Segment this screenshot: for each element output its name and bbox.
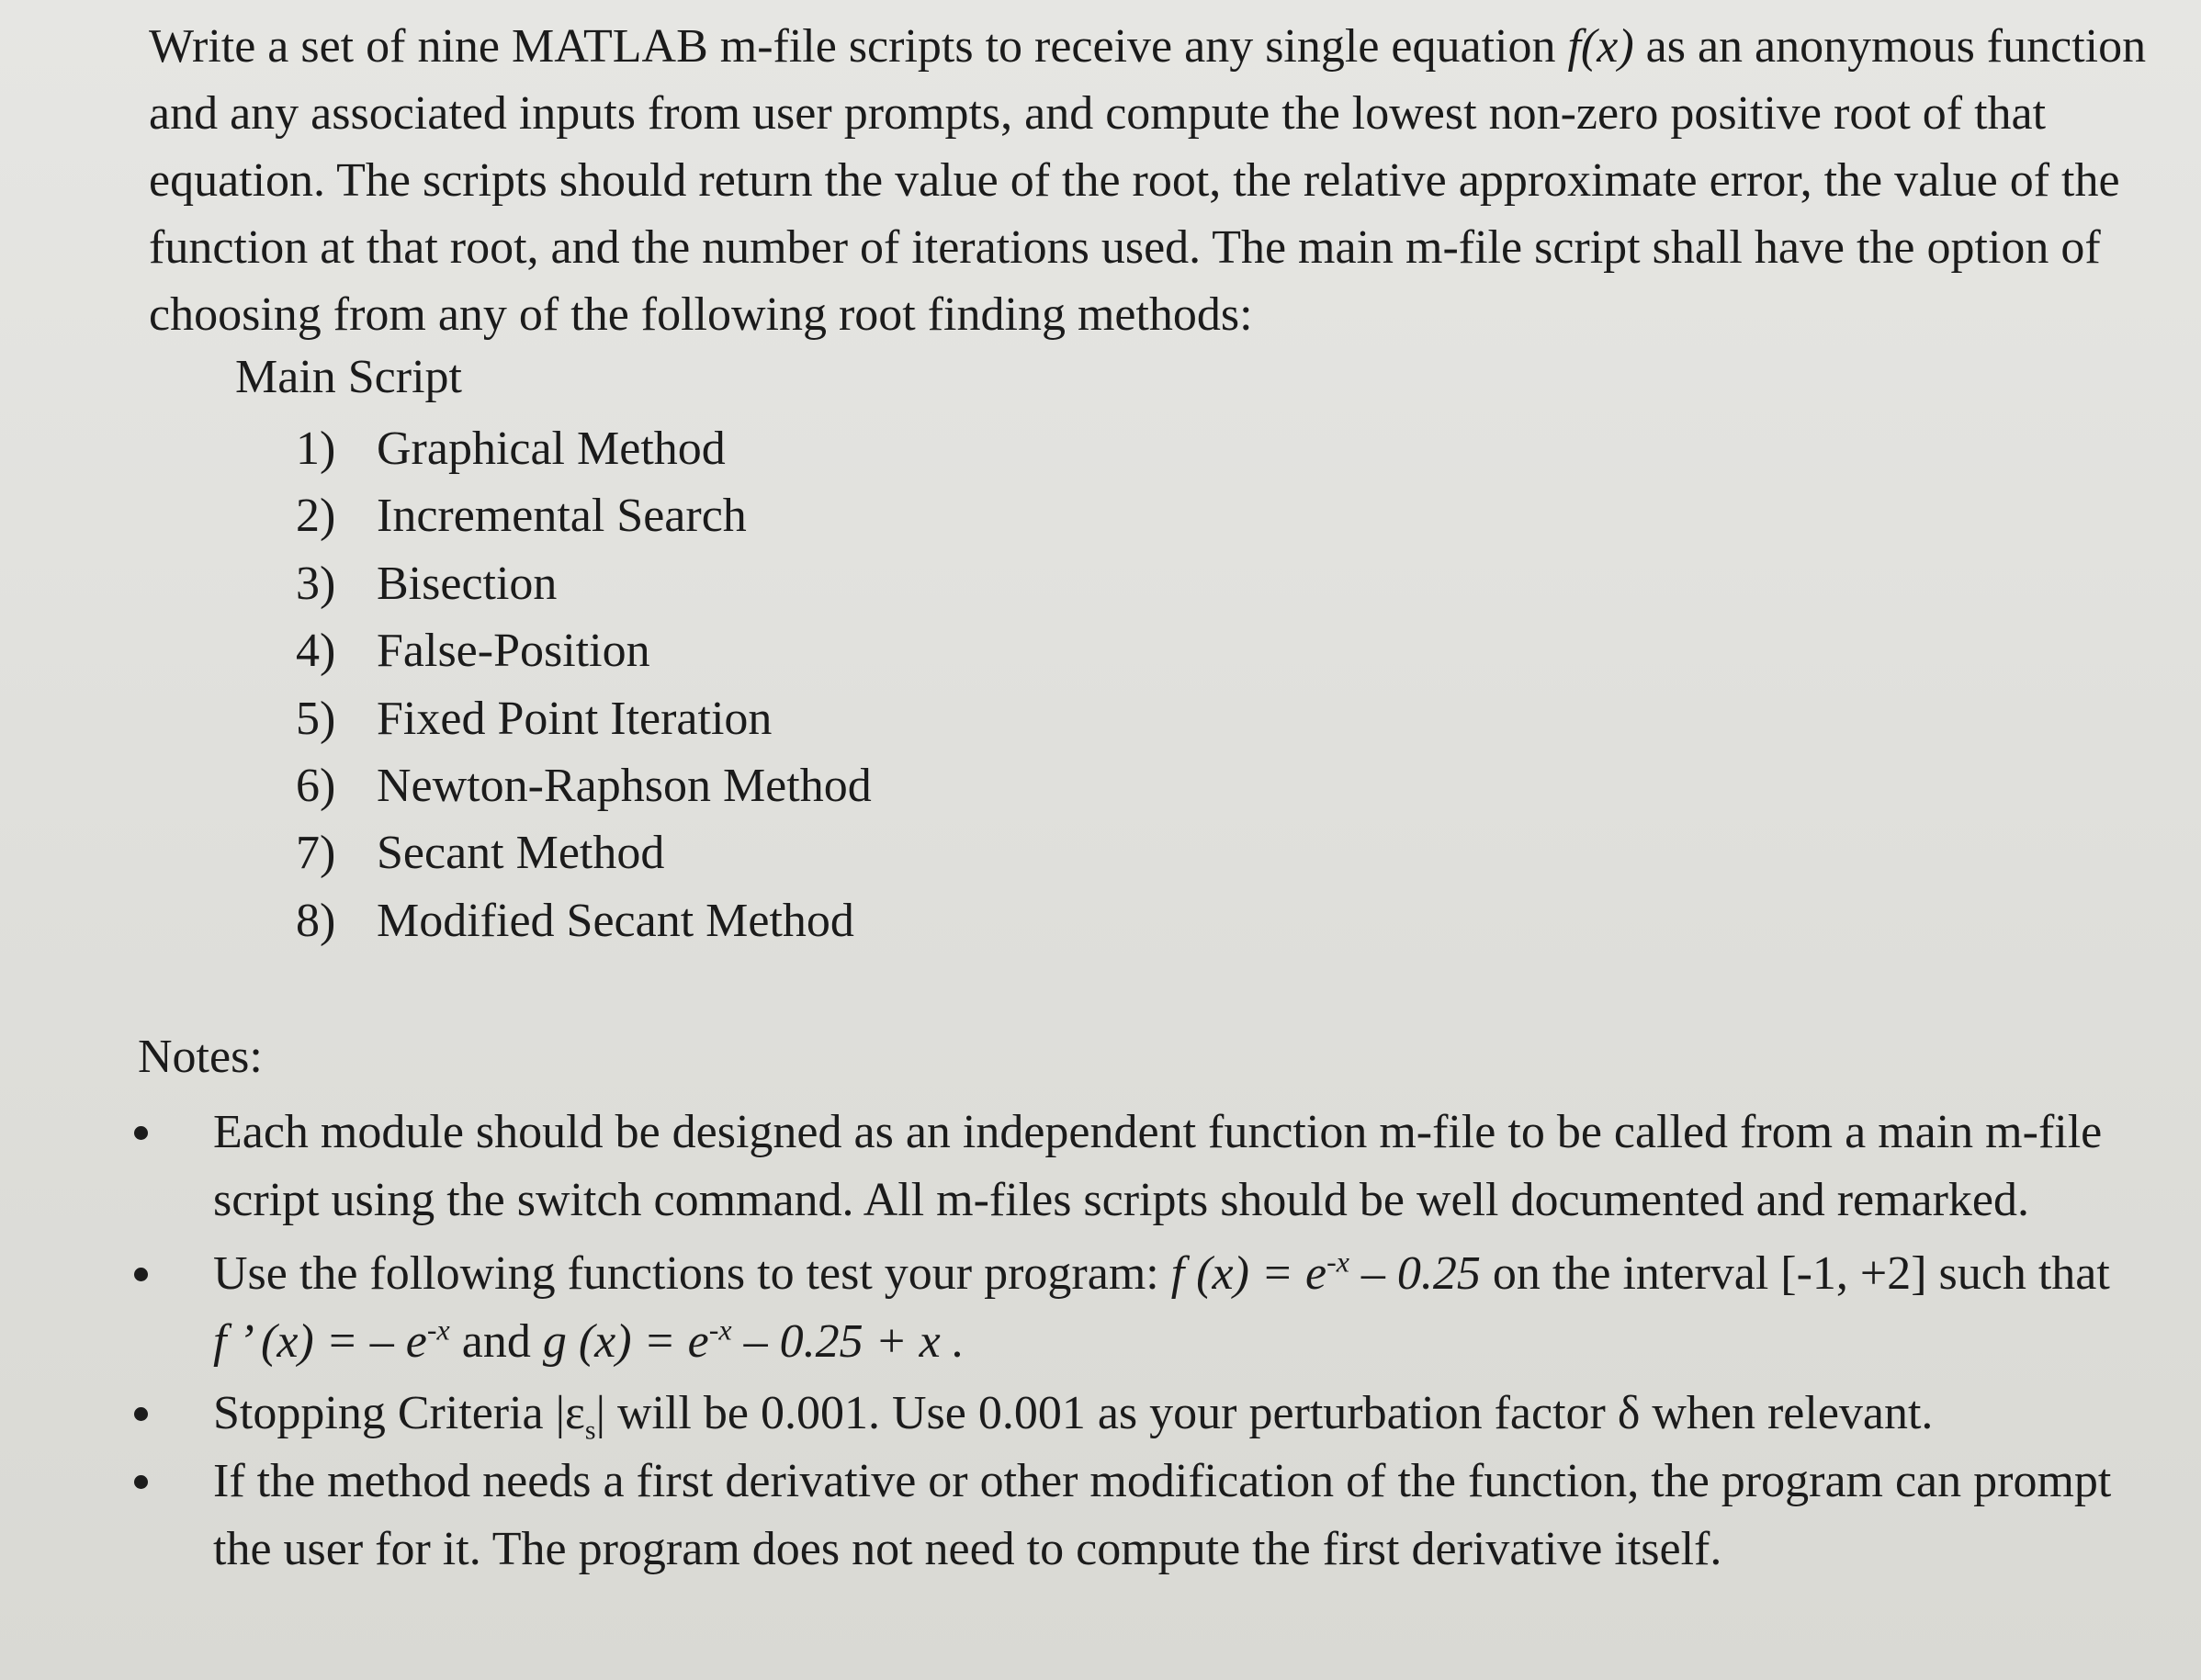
notes-heading: Notes: — [138, 1031, 263, 1083]
method-label: Graphical Method — [377, 423, 726, 475]
g-exponent: -x — [708, 1313, 732, 1347]
method-label: Secant Method — [377, 827, 665, 880]
bullet-icon — [134, 1475, 148, 1489]
method-number: 1) — [296, 423, 336, 475]
method-item — [296, 415, 872, 482]
methods-list — [296, 415, 872, 954]
fprime-exponent: -x — [426, 1313, 450, 1347]
method-label: Bisection — [377, 557, 558, 610]
method-label: Modified Secant Method — [377, 894, 854, 947]
note-item — [129, 1380, 2131, 1448]
note-test-prefix: Use the following functions to test your program: — [213, 1247, 1171, 1300]
intro-text-part2: as an anonymous function and any associated inputs from user prompts, and compute the lowest non-zero positive root of that equation. The scripts should return the value of the root, the relative approximate error, the value of the function at that root, and the number of iterations used. The main m-file script shall have the option of choosing from any of the following root finding methods: — [149, 20, 2147, 341]
method-item — [296, 617, 872, 684]
epsilon-subscript: s — [584, 1415, 596, 1446]
g-equation — [543, 1315, 965, 1368]
fprime-equation — [213, 1315, 450, 1368]
method-number: 2) — [296, 490, 336, 543]
g-lhs: g (x) = e — [542, 1315, 709, 1368]
method-item — [296, 887, 872, 954]
f-equation-rest: – 0.25 — [1349, 1247, 1481, 1300]
bullet-icon — [134, 1126, 148, 1140]
f-equation-lhs: f (x) = e — [1170, 1247, 1327, 1300]
method-item — [296, 685, 872, 752]
method-item — [296, 550, 872, 617]
stopping-suffix: | will be 0.001. Use 0.001 as your perturbation factor δ when relevant. — [595, 1387, 1934, 1439]
note-item — [129, 1099, 2131, 1235]
stopping-prefix: Stopping Criteria |ε — [213, 1387, 585, 1439]
method-item — [296, 752, 872, 819]
fprime-lhs: f ’ (x) = – e — [213, 1315, 427, 1368]
f-equation — [1171, 1247, 1481, 1300]
method-label: Incremental Search — [377, 490, 747, 543]
method-label: Fixed Point Iteration — [377, 692, 773, 745]
and-text: and — [449, 1315, 543, 1368]
assignment-intro-paragraph — [149, 13, 2151, 348]
note-item — [129, 1448, 2131, 1584]
method-number: 7) — [296, 827, 336, 880]
method-number: 6) — [296, 759, 336, 812]
g-rest: – 0.25 + x . — [731, 1315, 965, 1368]
notes-list — [129, 1099, 2131, 1584]
intro-fx-italic: f(x) — [1567, 20, 1634, 73]
intro-text-part1: Write a set of nine MATLAB m-file scripts to receive any single equation — [149, 20, 1568, 73]
interval-text: on the interval [-1, +2] such that — [1480, 1247, 2110, 1300]
method-number: 8) — [296, 894, 336, 947]
note-text: If the method needs a first derivative or other modification of the function, the program can prompt the user for it. The program does not need to compute the first derivative itself. — [213, 1455, 2112, 1575]
bullet-icon — [134, 1268, 148, 1281]
bullet-icon — [134, 1407, 148, 1421]
method-number: 3) — [296, 557, 336, 610]
f-exponent: -x — [1326, 1245, 1349, 1279]
method-number: 5) — [296, 692, 336, 745]
main-script-label: Main Script — [235, 351, 462, 403]
note-item — [129, 1240, 2131, 1376]
method-number: 4) — [296, 625, 336, 678]
method-label: Newton-Raphson Method — [377, 759, 872, 812]
method-item — [296, 482, 872, 549]
method-item — [296, 819, 872, 886]
method-label: False-Position — [377, 625, 650, 678]
note-text: Each module should be designed as an independent function m-file to be called from a main m-file script using the switch command. All m-files scripts should be well documented and remarked. — [213, 1106, 2103, 1226]
